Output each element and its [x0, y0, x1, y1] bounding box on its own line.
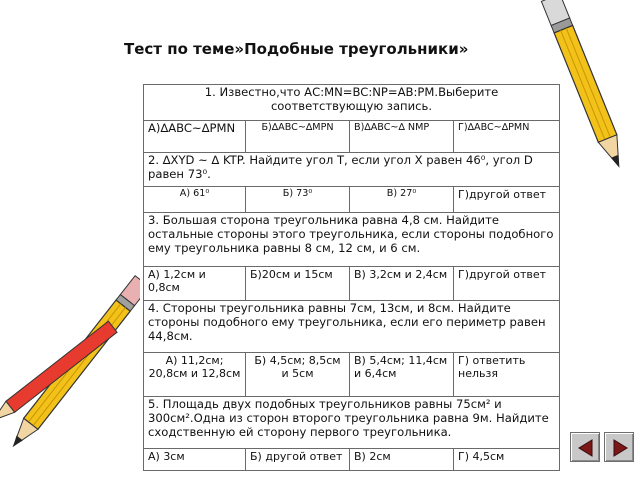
answer-1-c[interactable]: В)∆ABC~∆ NMP — [350, 121, 454, 153]
answer-row-2 — [144, 187, 560, 213]
test-table — [143, 84, 560, 471]
answer-3-b[interactable]: Б)20см и 15см — [246, 267, 350, 301]
slide-title: Тест по теме»Подобные треугольники» — [124, 40, 469, 58]
answer-row-1 — [144, 121, 560, 153]
answer-4-d[interactable]: Г) ответить нельзя — [454, 353, 560, 397]
answer-row-3 — [144, 267, 560, 301]
question-row-3 — [144, 213, 560, 267]
question-row-4 — [144, 301, 560, 353]
pencil-icon — [540, 0, 640, 190]
answer-1-a[interactable]: А)∆ABC~∆PMN — [144, 121, 246, 153]
answer-2-c[interactable]: В) 27⁰ — [350, 187, 454, 213]
answer-4-a[interactable]: А) 11,2см; 20,8см и 12,8см — [144, 353, 246, 397]
question-1-text: 1. Известно,что АС:MN=BC:NP=AB:PM.Выберите соответствующую запись. — [144, 85, 560, 121]
back-button[interactable] — [570, 432, 600, 462]
answer-3-a[interactable]: А) 1,2см и 0,8см — [144, 267, 246, 301]
answer-2-a[interactable]: А) 61⁰ — [144, 187, 246, 213]
pencil-icon — [0, 262, 140, 480]
answer-2-d[interactable]: Г)другой ответ — [454, 187, 560, 213]
question-2-text: 2. ∆XYD ~ ∆ KTP. Найдите угол Т, если угол Х равен 46⁰, угол D равен 73⁰. — [144, 153, 560, 187]
question-row-5 — [144, 397, 560, 449]
answer-3-d[interactable]: Г)другой ответ — [454, 267, 560, 301]
forward-triangle-icon — [605, 433, 635, 463]
question-row-1 — [144, 85, 560, 121]
answer-row-5 — [144, 449, 560, 471]
answer-5-a[interactable]: А) 3см — [144, 449, 246, 471]
answer-1-d[interactable]: Г)∆ABC~∆PMN — [454, 121, 560, 153]
answer-4-b[interactable]: Б) 4,5см; 8,5см и 5см — [246, 353, 350, 397]
answer-5-c[interactable]: В) 2см — [350, 449, 454, 471]
question-3-text: 3. Большая сторона треугольника равна 4,8 см. Найдите остальные стороны этого треугольника, если стороны подобного ему треугольника равны 8 см, 12 см, и 6 см. — [144, 213, 560, 267]
forward-button[interactable] — [604, 432, 634, 462]
answer-1-b[interactable]: Б)∆ABC~∆MPN — [246, 121, 350, 153]
question-4-text: 4. Стороны треугольника равны 7см, 13см, и 8см. Найдите стороны подобного ему треугольника, если его периметр равен 44,8см. — [144, 301, 560, 353]
question-row-2 — [144, 153, 560, 187]
answer-3-c[interactable]: В) 3,2см и 2,4см — [350, 267, 454, 301]
question-5-text: 5. Площадь двух подобных треугольников равны 75см² и 300см².Одна из сторон второго треугольника равна 9м. Найдите сходственную ей сторону первого треугольника. — [144, 397, 560, 449]
answer-row-4 — [144, 353, 560, 397]
answer-5-b[interactable]: Б) другой ответ — [246, 449, 350, 471]
answer-5-d[interactable]: Г) 4,5см — [454, 449, 560, 471]
answer-2-b[interactable]: Б) 73⁰ — [246, 187, 350, 213]
back-triangle-icon — [571, 433, 601, 463]
answer-4-c[interactable]: В) 5,4см; 11,4см и 6,4см — [350, 353, 454, 397]
